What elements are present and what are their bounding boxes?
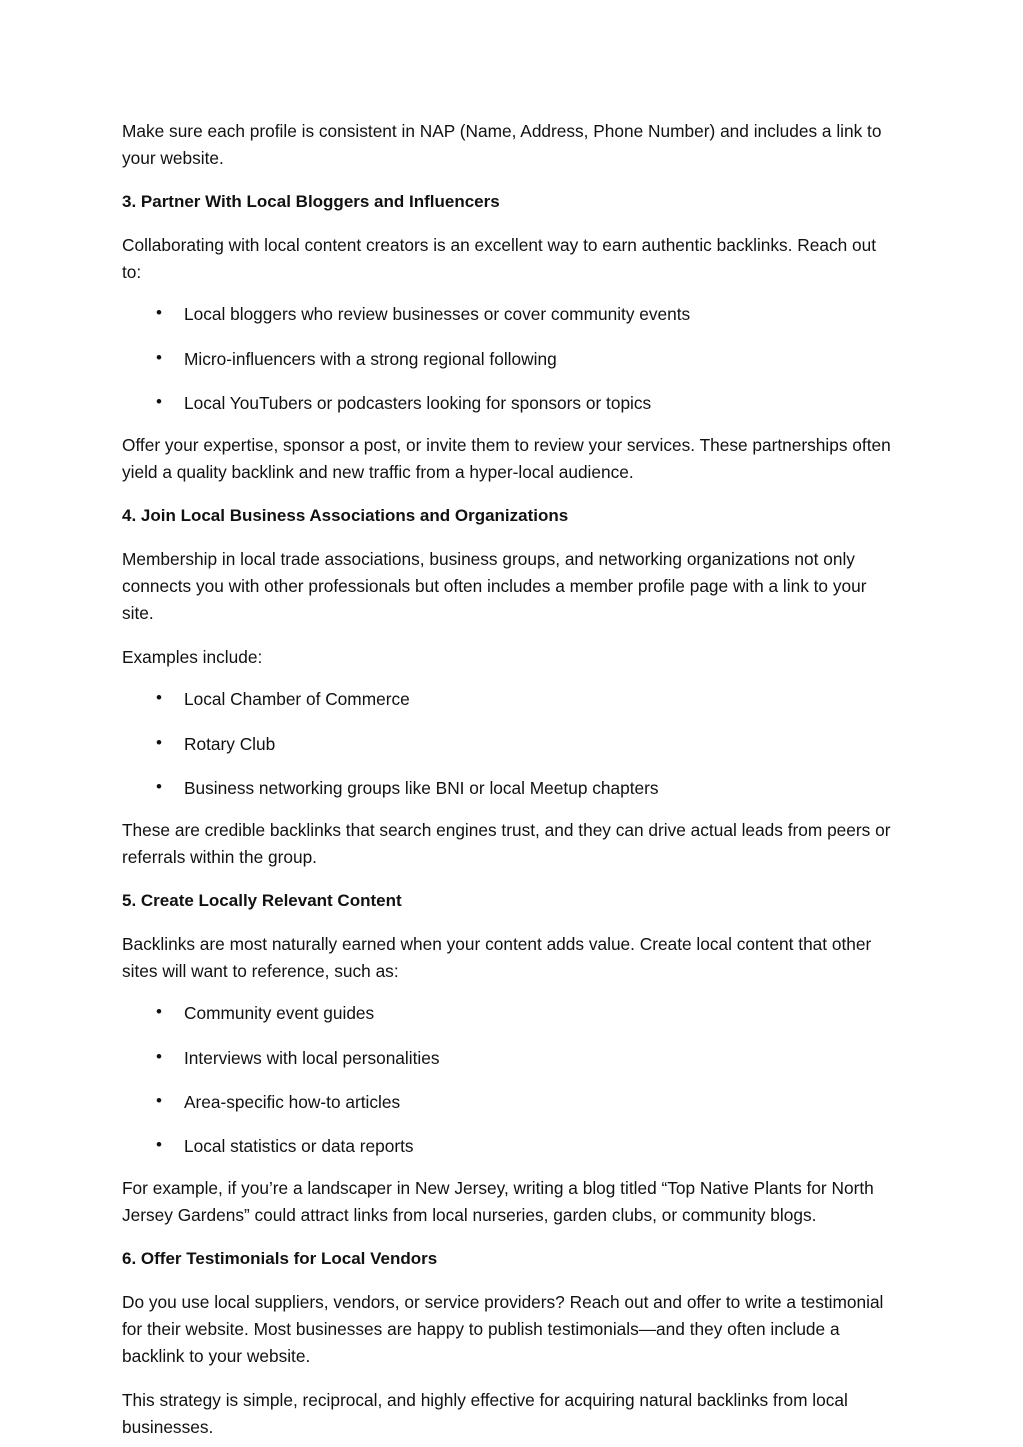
section-heading: 3. Partner With Local Bloggers and Influencers xyxy=(122,191,500,211)
bullet-list xyxy=(122,1002,899,1158)
body-paragraph: For example, if you’re a landscaper in New Jersey, writing a blog titled “Top Native Plants for North Jersey Gardens” could attract links from local nurseries, garden clubs, or community blogs. xyxy=(122,1177,874,1225)
bullet-icon: • xyxy=(156,1135,162,1155)
list-item xyxy=(122,1047,899,1069)
list-item-label: Local Chamber of Commerce xyxy=(184,689,410,710)
list-item xyxy=(122,1002,899,1024)
bullet-icon: • xyxy=(156,303,162,323)
list-item-label: Local YouTubers or podcasters looking for sponsors or topics xyxy=(184,393,652,414)
bullet-icon: • xyxy=(156,777,162,797)
list-item-label: Community event guides xyxy=(184,1003,375,1024)
bullet-icon: • xyxy=(156,1046,162,1066)
bullet-list xyxy=(122,688,899,799)
body-paragraph: Do you use local suppliers, vendors, or service providers? Reach out and offer to write a testimonial for their website. Most businesses are happy to publish testimonials—and they often include a backlink to your website. xyxy=(122,1292,884,1367)
body-paragraph: Offer your expertise, sponsor a post, or invite them to review your services. These partnerships often yield a quality backlink and new traffic from a hyper-local audience. xyxy=(122,434,891,482)
list-item-label: Interviews with local personalities xyxy=(184,1047,440,1068)
body-paragraph: Backlinks are most naturally earned when your content adds value. Create local content that other sites will want to reference, such as: xyxy=(122,934,872,982)
list-item xyxy=(122,777,899,799)
bullet-icon: • xyxy=(156,1090,162,1110)
document-body xyxy=(122,118,899,1441)
list-item xyxy=(122,1091,899,1113)
section-heading: 5. Create Locally Relevant Content xyxy=(122,890,402,910)
bullet-icon: • xyxy=(156,392,162,412)
list-item xyxy=(122,1135,899,1157)
body-paragraph: Membership in local trade associations, business groups, and networking organizations not only connects you with other professionals but often includes a member profile page with a link to your site. xyxy=(122,549,867,624)
list-item-label: Local statistics or data reports xyxy=(184,1136,414,1157)
list-item xyxy=(122,348,899,370)
section-heading: 6. Offer Testimonials for Local Vendors xyxy=(122,1248,438,1268)
bullet-list xyxy=(122,303,899,414)
list-item-label: Local bloggers who review businesses or cover community events xyxy=(184,304,691,325)
list-item-label: Area-specific how-to articles xyxy=(184,1091,401,1112)
bullet-icon: • xyxy=(156,1002,162,1022)
bullet-icon: • xyxy=(156,347,162,367)
list-item xyxy=(122,303,899,325)
list-item xyxy=(122,688,899,710)
section-heading: 4. Join Local Business Associations and Organizations xyxy=(122,505,569,525)
list-item-label: Business networking groups like BNI or local Meetup chapters xyxy=(184,778,659,799)
body-paragraph: These are credible backlinks that search engines trust, and they can drive actual leads from peers or referrals within the group. xyxy=(122,819,891,867)
list-item-label: Rotary Club xyxy=(184,733,276,754)
body-paragraph: Examples include: xyxy=(122,647,263,668)
bullet-icon: • xyxy=(156,688,162,708)
list-item xyxy=(122,733,899,755)
body-paragraph: Make sure each profile is consistent in NAP (Name, Address, Phone Number) and includes a link to your website. xyxy=(122,121,882,168)
list-item-label: Micro-influencers with a strong regional following xyxy=(184,348,557,369)
body-paragraph: Collaborating with local content creators is an excellent way to earn authentic backlinks. Reach out to: xyxy=(122,235,877,283)
bullet-icon: • xyxy=(156,732,162,752)
body-paragraph: This strategy is simple, reciprocal, and highly effective for acquiring natural backlinks from local businesses. xyxy=(122,1390,848,1438)
list-item xyxy=(122,392,899,414)
